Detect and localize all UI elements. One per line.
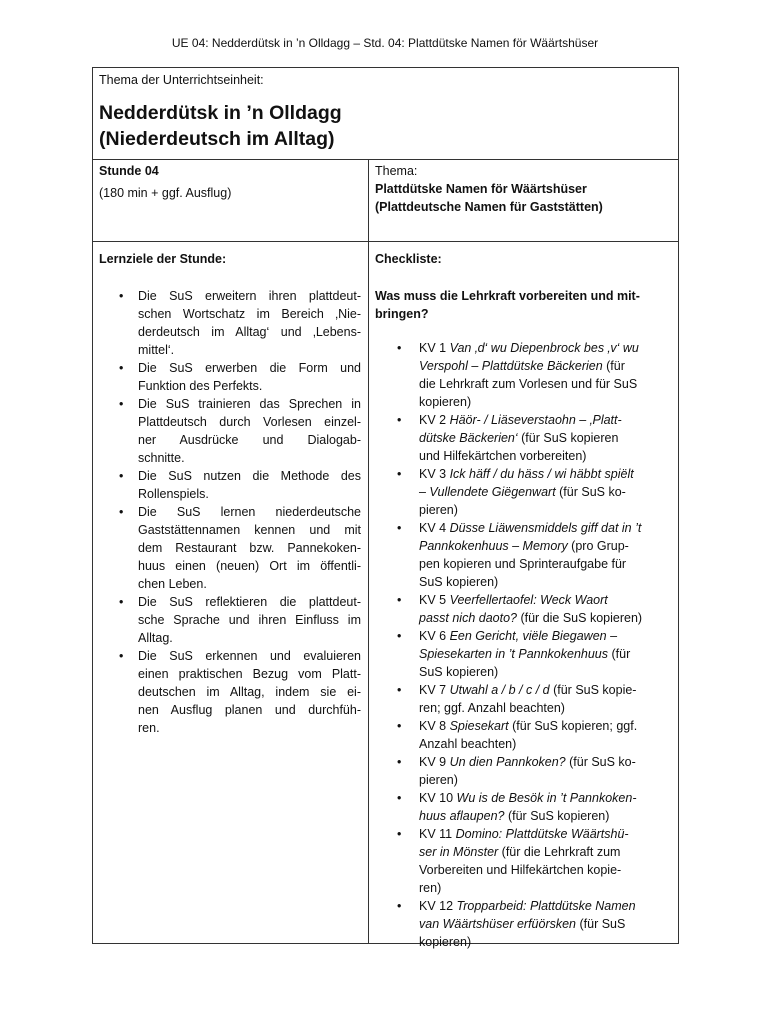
worksheet-title: Spiesekarten in ’t Pannkokenhuus — [419, 647, 609, 661]
checklist-item — [375, 717, 675, 753]
checklist-text: KV 2 — [419, 413, 450, 427]
checklist-text: ren) — [419, 881, 442, 895]
goal-line: Alltag. — [138, 631, 173, 645]
checklist-line — [419, 645, 675, 663]
worksheet-title: passt nich daoto? — [419, 611, 517, 625]
worksheet-title: Wu is de Besök in ’t Pannkoken- — [456, 791, 637, 805]
goal-line: huus einen (neuen) Ort im öffentli- — [138, 559, 361, 573]
lesson-plan-table — [92, 67, 679, 949]
checklist-text: und Hilfekärtchen vorbereiten) — [419, 449, 587, 463]
checklist-text: (für — [608, 647, 631, 661]
checklist-line — [419, 447, 675, 465]
checklist-line — [419, 555, 675, 573]
checklist-line — [419, 339, 675, 357]
checklist-text: pen kopieren und Sprinteraufgabe für — [419, 557, 627, 571]
goal-line: Funktion des Perfekts. — [138, 379, 263, 393]
checklist-cell — [375, 250, 675, 951]
checklist-text: KV 5 — [419, 593, 450, 607]
checklist-line — [419, 861, 675, 879]
checklist-text: (für die SuS kopieren) — [517, 611, 643, 625]
checklist-text: (für — [602, 359, 625, 373]
checklist-line — [419, 393, 675, 411]
unit-title-row — [93, 68, 678, 160]
checklist-line — [419, 573, 675, 591]
worksheet-title: Un dien Pannkoken? — [449, 755, 566, 769]
checklist-text: KV 3 — [419, 467, 450, 481]
checklist-item — [375, 465, 675, 519]
checklist-line — [419, 699, 675, 717]
checklist-text: KV 8 — [419, 719, 450, 733]
unit-label: Thema der Unterrichtseinheit: — [99, 73, 264, 87]
checklist-line — [419, 627, 675, 645]
page-header: UE 04: Nedderdütsk in ’n Olldagg – Std. 04: Plattdütske Namen för Wäärtshüser — [171, 36, 599, 50]
checklist-line — [419, 591, 675, 609]
topic-label: Thema: — [375, 164, 418, 178]
checklist-line — [419, 753, 675, 771]
checklist-text: KV 9 — [419, 755, 450, 769]
goal-line: • Die SuS nutzen die Methode des — [138, 469, 361, 483]
checklist-item — [375, 339, 675, 411]
goal-item — [99, 467, 361, 503]
checklist-question-line2: bringen? — [375, 307, 429, 321]
lesson-info-cell — [99, 162, 361, 202]
checklist-text: KV 7 — [419, 683, 450, 697]
checklist-line — [419, 879, 675, 897]
worksheet-title: Ick häff / du häss / wi häbbt spiëlt — [449, 467, 634, 481]
checklist-item — [375, 411, 675, 465]
checklist-text: SuS kopieren) — [419, 575, 499, 589]
checklist-text: Vorbereiten und Hilfekärtchen kopie- — [419, 863, 622, 877]
topic-line2: (Plattdeutsche Namen für Gaststätten) — [375, 200, 603, 214]
goal-item — [99, 647, 361, 737]
worksheet-title: Domino: Plattdütske Wäärtshü- — [455, 827, 629, 841]
checklist-line — [419, 843, 675, 861]
checklist-text: pieren) — [419, 773, 458, 787]
checklist-line — [419, 897, 675, 915]
checklist-text: KV 4 — [419, 521, 450, 535]
goal-line: sche Sprache und ihren Einfluss im — [138, 613, 361, 627]
checklist-line — [419, 789, 675, 807]
row-divider — [93, 241, 678, 242]
worksheet-title: dütske Bäckerien‘ — [419, 431, 518, 445]
checklist-heading: Checkliste: — [375, 252, 442, 266]
checklist-line — [419, 915, 675, 933]
goal-line: • Die SuS erkennen und evaluieren — [138, 649, 361, 663]
checklist-text: Anzahl beachten) — [419, 737, 517, 751]
goal-line: chen Leben. — [138, 577, 207, 591]
checklist-line — [419, 357, 675, 375]
goal-line: schen Wortschatz im Bereich ‚Nie- — [138, 307, 361, 321]
worksheet-title: Verspohl – Plattdütske Bäckerien — [419, 359, 603, 373]
goal-item — [99, 395, 361, 467]
topic-line1: Plattdütske Namen för Wäärtshüser — [375, 182, 587, 196]
goal-line: ren. — [138, 721, 160, 735]
worksheet-title: Utwahl a / b / c / d — [449, 683, 550, 697]
checklist-text: SuS kopieren) — [419, 665, 499, 679]
goal-item — [99, 503, 361, 593]
checklist-question-line1: Was muss die Lehrkraft vorbereiten und mit- — [375, 289, 640, 303]
lesson-number: Stunde 04 — [99, 164, 159, 178]
goal-line: Gaststättennamen kennen und mit — [138, 523, 361, 537]
worksheet-title: ser in Mönster — [419, 845, 499, 859]
goals-cell — [99, 250, 361, 737]
checklist-text: (für SuS kopieren) — [504, 809, 610, 823]
checklist-text: (für die Lehrkraft zum — [498, 845, 621, 859]
checklist-text: (für SuS — [576, 917, 626, 931]
worksheet-title: Pannkokenhuus – Memory — [419, 539, 568, 553]
checklist-item — [375, 681, 675, 717]
goal-line: derdeutsch im Alltag‘ und ‚Lebens- — [138, 325, 361, 339]
checklist-line — [419, 501, 675, 519]
checklist-line — [419, 519, 675, 537]
checklist-item — [375, 519, 675, 591]
goal-line: mittel‘. — [138, 343, 175, 357]
worksheet-title: – Vullendete Giëgenwart — [419, 485, 556, 499]
checklist-text: KV 11 — [419, 827, 456, 841]
checklist-list — [375, 339, 675, 951]
checklist-text: (für SuS kopieren — [517, 431, 619, 445]
checklist-question — [375, 287, 675, 323]
checklist-item — [375, 789, 675, 825]
goal-line: dem Restaurant bzw. Pannekoken- — [138, 541, 361, 555]
checklist-text: KV 1 — [419, 341, 450, 355]
worksheet-title: Van ‚d‘ wu Diepenbrock bes ‚v‘ wu — [449, 341, 639, 355]
goal-line: • Die SuS lernen niederdeutsche — [138, 505, 361, 519]
goal-line: nen Ausflug planen und durchfüh- — [138, 703, 361, 717]
unit-title-line2: (Niederdeutsch im Alltag) — [99, 128, 335, 150]
checklist-line — [419, 537, 675, 555]
goal-line: Plattdeutsch durch Vorlesen einzel- — [138, 415, 361, 429]
checklist-item — [375, 591, 675, 627]
checklist-text: kopieren) — [419, 935, 472, 949]
checklist-text: ren; ggf. Anzahl beachten) — [419, 701, 565, 715]
checklist-text: (für SuS kopieren; ggf. — [508, 719, 638, 733]
checklist-line — [419, 483, 675, 501]
checklist-line — [419, 663, 675, 681]
column-divider — [368, 160, 369, 944]
checklist-text: die Lehrkraft zum Vorlesen und für SuS — [419, 377, 638, 391]
worksheet-title: Tropparbeid: Plattdütske Namen — [456, 899, 636, 913]
goal-line: • Die SuS trainieren das Sprechen in — [138, 397, 361, 411]
worksheet-title: Düsse Liäwensmiddels giff dat in ’t — [449, 521, 642, 535]
unit-title — [99, 100, 342, 152]
goals-list — [99, 287, 361, 737]
goal-line: einen praktischen Bezug vom Platt- — [138, 667, 361, 681]
lesson-topic-cell — [375, 162, 675, 216]
checklist-line — [419, 735, 675, 753]
checklist-text: (für SuS kopie- — [549, 683, 637, 697]
worksheet-title: Häör- / Liäseverstaohn – ‚Platt- — [449, 413, 622, 427]
goal-line: • Die SuS erwerben die Form und — [138, 361, 361, 375]
worksheet-title: Een Gericht, viële Biegawen – — [449, 629, 618, 643]
goal-item — [99, 287, 361, 359]
checklist-text: (für SuS ko- — [565, 755, 636, 769]
lesson-duration: (180 min + ggf. Ausflug) — [99, 186, 232, 200]
checklist-line — [419, 771, 675, 789]
goal-item — [99, 593, 361, 647]
checklist-line — [419, 681, 675, 699]
worksheet-title: Veerfellertaofel: Weck Waort — [449, 593, 608, 607]
checklist-line — [419, 465, 675, 483]
checklist-text: kopieren) — [419, 395, 472, 409]
checklist-item — [375, 627, 675, 681]
checklist-line — [419, 825, 675, 843]
goal-item — [99, 359, 361, 395]
worksheet-title: van Wäärtshüser erfüörsken — [419, 917, 577, 931]
unit-title-line1: Nedderdütsk in ’n Olldagg — [99, 102, 342, 124]
checklist-line — [419, 807, 675, 825]
goals-heading: Lernziele der Stunde: — [99, 252, 227, 266]
checklist-text: (pro Grup- — [567, 539, 629, 553]
checklist-text: pieren) — [419, 503, 458, 517]
checklist-line — [419, 933, 675, 951]
checklist-text: KV 10 — [419, 791, 457, 805]
checklist-item — [375, 825, 675, 897]
checklist-text: KV 12 — [419, 899, 457, 913]
checklist-text: (für SuS ko- — [555, 485, 626, 499]
goal-line: ner Ausdrücke und Dialogab- — [138, 433, 361, 447]
checklist-line — [419, 609, 675, 627]
checklist-line — [419, 429, 675, 447]
goal-line: deutschen im Alltag, indem sie ei- — [138, 685, 361, 699]
checklist-line — [419, 375, 675, 393]
checklist-item — [375, 753, 675, 789]
worksheet-title: Spiesekart — [449, 719, 509, 733]
goal-line: schnitte. — [138, 451, 185, 465]
checklist-line — [419, 717, 675, 735]
goal-line: • Die SuS reflektieren die plattdeut- — [138, 595, 361, 609]
worksheet-title: huus aflaupen? — [419, 809, 505, 823]
goal-line: • Die SuS erweitern ihren plattdeut- — [138, 289, 361, 303]
checklist-line — [419, 411, 675, 429]
goal-line: Rollenspiels. — [138, 487, 209, 501]
checklist-text: KV 6 — [419, 629, 450, 643]
checklist-item — [375, 897, 675, 951]
